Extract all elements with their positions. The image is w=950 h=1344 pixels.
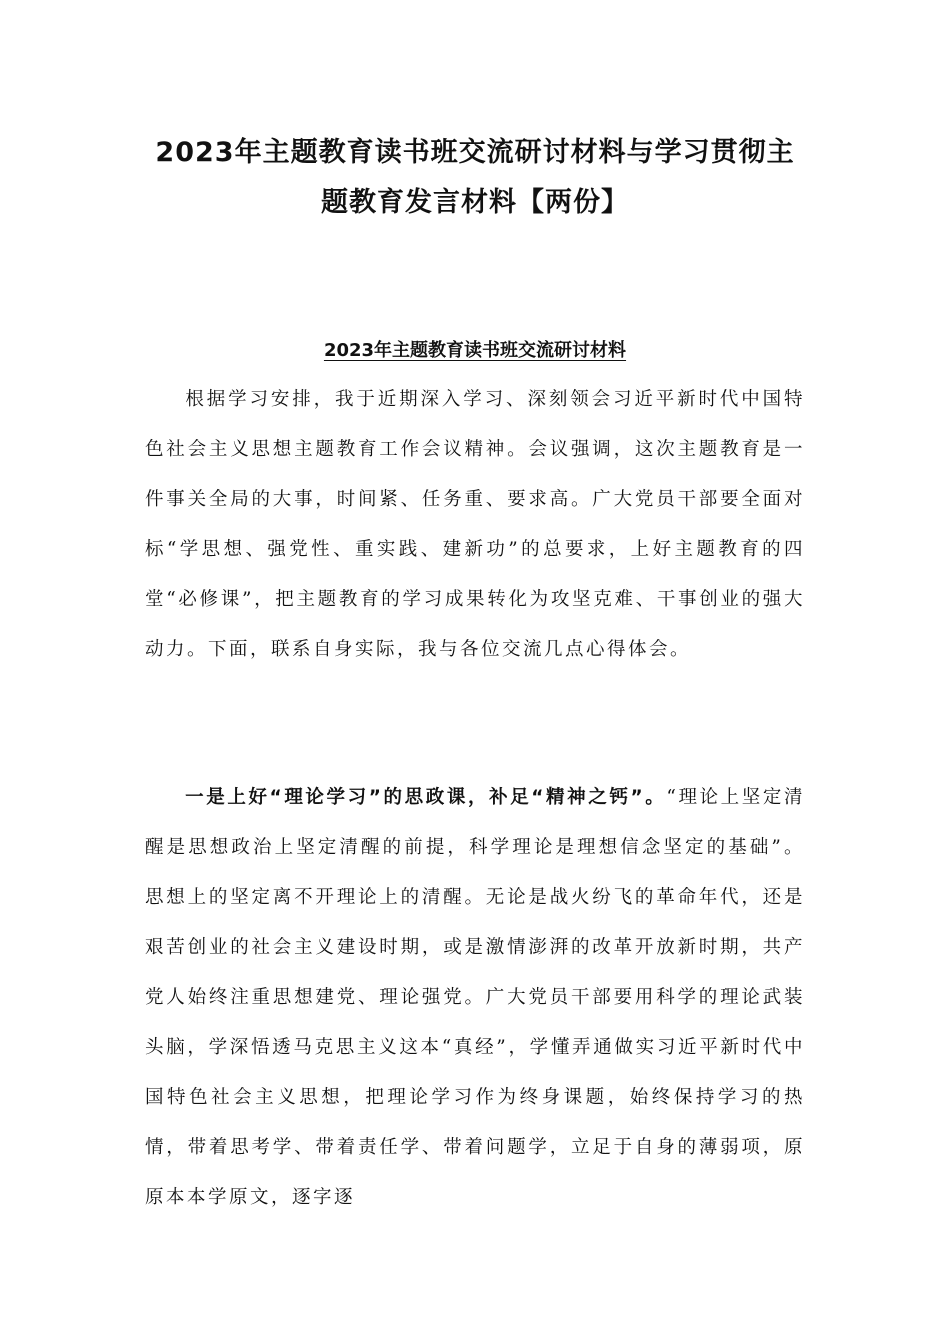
intro-paragraph-text: 根据学习安排，我于近期深入学习、深刻领会习近平新时代中国特色社会主义思想主题教育工作会议精神。会议强调，这次主题教育是一件事关全局的大事，时间紧、任务重、要求高。广大党员干部要全面对标“学思想、强党性、重实践、建新功”的总要求，上好主题教育的四堂“必修课”，把主题教育的学习成果转化为攻坚克难、干事创业的强大动力。下面，联系自身实际，我与各位交流几点心得体会。 [145, 389, 805, 660]
document-title-line-2: 题教育发言材料【两份】 [321, 187, 629, 218]
point-one-lead: 一是上好“理论学习”的思政课，补足“精神之钙”。 [185, 787, 667, 808]
document-title-line-1: 2023年主题教育读书班交流研讨材料与学习贯彻主 [155, 137, 795, 168]
point-one-paragraph [145, 773, 805, 1223]
point-one-body: “理论上坚定清醒是思想政治上坚定清醒的前提，科学理论是理想信念坚定的基础”。思想上的坚定离不开理论上的清醒。无论是战火纷飞的革命年代，还是艰苦创业的社会主义建设时期，或是激情澎湃的改革开放新时期，共产党人始终注重思想建党、理论强党。广大党员干部要用科学的理论武装头脑，学深悟透马克思主义这本“真经”，学懂弄通做实习近平新时代中国特色社会主义思想，把理论学习作为终身课题，始终保持学习的热情，带着思考学、带着责任学、带着问题学，立足于自身的薄弱项，原原本本学原文，逐字逐 [145, 787, 805, 1208]
intro-paragraph [145, 375, 805, 675]
section-heading-text: 2023年主题教育读书班交流研讨材料 [323, 340, 627, 361]
document-title [140, 128, 810, 228]
section-heading [145, 336, 805, 366]
